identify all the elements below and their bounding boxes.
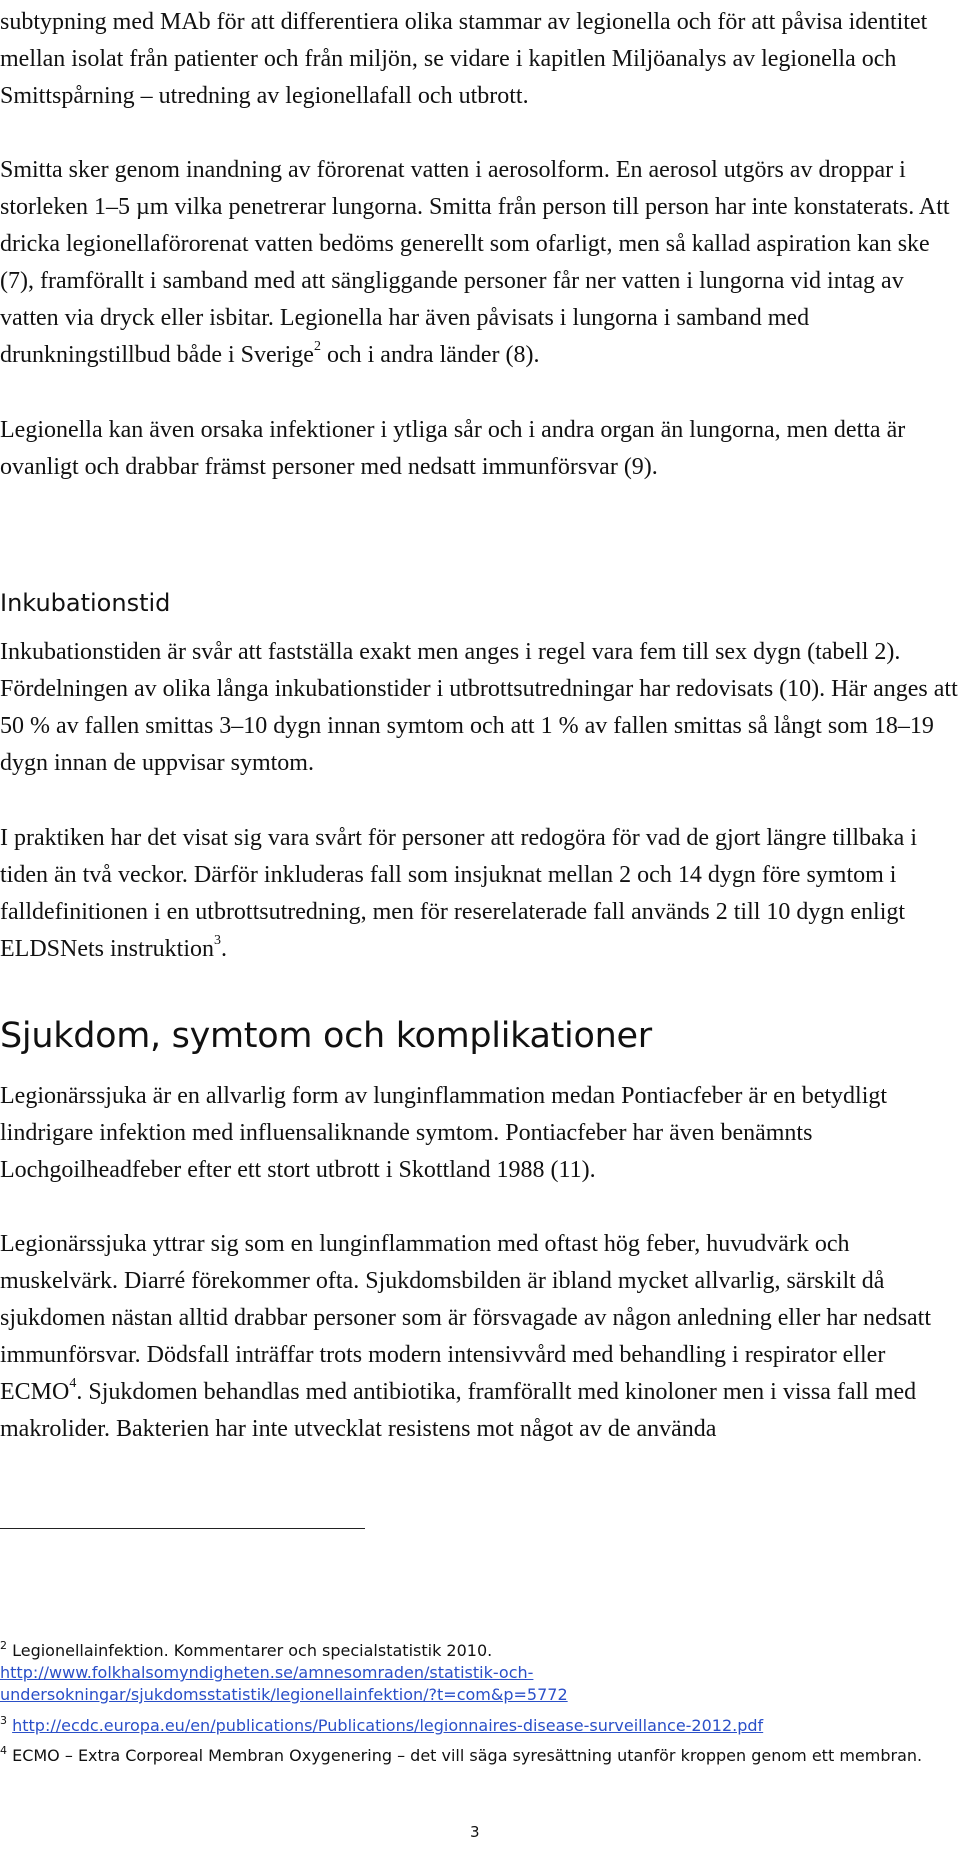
paragraph-text: Legionella kan även orsaka infektioner i ytliga sår och i andra organ än lungorna, men detta är ovanligt och drabbar främst personer med nedsatt immunförsvar (9). — [0, 417, 906, 480]
footnote-3 — [0, 1715, 960, 1737]
footnote-ref-2[interactable]: 2 — [313, 339, 321, 354]
paragraph-inkubationstiden — [0, 634, 960, 782]
footnote-4 — [0, 1745, 960, 1767]
paragraph-text: Legionärssjuka yttrar sig som en lunginflammation med oftast hög feber, huvudvärk och muskelvärk. Diarré förekommer ofta. Sjukdomsbilden är ibland mycket allvarlig, särskilt då sjukdomen nästan alltid drabbar personer som är försvagade av någon anledning eller har nedsatt immunförsvar. Dödsfall inträffar trots modern intensivvård med behandling i respirator eller ECMO — [0, 1231, 932, 1405]
footnote-mark: 3 — [0, 1713, 7, 1727]
paragraph-text: Smitta sker genom inandning av förorenat vatten i aerosolform. En aerosol utgörs av droppar i storleken 1–5 µm vilka penetrerar lungorna. Smitta från person till person har inte konstaterats. Att dricka legionellaförorenat vatten bedöms generellt som ofarligt, men så kallad aspiration kan ske (7), framförallt i samband med att sängliggande personer får ner vatten i lungorna vid intag av vatten via dryck eller isbitar. Legionella har även påvisats i lungorna i samband med drunkningstillbud både i Sverige — [0, 157, 950, 368]
paragraph-legionarssjuka — [0, 1078, 960, 1189]
paragraph-text-end: och i andra länder (8). — [320, 342, 540, 368]
paragraph-praktiken — [0, 820, 960, 968]
footnote-3-link[interactable]: http://ecdc.europa.eu/en/publications/Publications/legionnaires-disease-surveillance-2012.pdf — [12, 1716, 764, 1735]
footnote-2 — [0, 1640, 960, 1662]
heading-inkubationstid: Inkubationstid — [0, 589, 171, 617]
footnote-ref-3[interactable]: 3 — [214, 933, 221, 948]
footnote-2-link-line — [0, 1662, 960, 1684]
footnote-text: ECMO – Extra Corporeal Membran Oxygenering – det vill säga syresättning utanför kroppen genom ett membran. — [7, 1746, 923, 1765]
paragraph-text: I praktiken har det visat sig vara svårt för personer att redogöra för vad de gjort längre tillbaka i tiden än två veckor. Därför inkluderas fall som insjuknat mellan 2 och 14 dygn före symtom i falldefinitionen i en utbrottsutredning, men för reserelaterade fall används 2 till 10 dygn enligt ELDSNets instruktion — [0, 825, 917, 962]
paragraph-text: Inkubationstiden är svår att fastställa exakt men anges i regel vara fem till sex dygn (tabell 2). Fördelningen av olika långa inkubationstider i utbrottsutredningar har redovisats (10). Här anges att 50 % av fallen smittas 3–10 dygn innan symtom och att 1 % av fallen smittas så långt som 18–19 dygn innan de uppvisar symtom. — [0, 639, 958, 776]
footnote-2-link-line2 — [0, 1684, 960, 1706]
paragraph-symtom — [0, 1226, 960, 1448]
heading-sjukdom: Sjukdom, symtom och komplikationer — [0, 1016, 652, 1056]
paragraph-text: subtypning med MAb för att differentiera olika stammar av legionella och för att påvisa identitet mellan isolat från patienter och från miljön, se vidare i kapitlen Miljöanalys av legionella och Smittspårning – utredning av legionellafall och utbrott. — [0, 9, 928, 109]
footnote-2-link-part2[interactable]: undersokningar/sjukdomsstatistik/legionellainfektion/?t=com&p=5772 — [0, 1685, 568, 1704]
paragraph-text-end: . — [221, 936, 227, 962]
paragraph-text-end: . Sjukdomen behandlas med antibiotika, framförallt med kinoloner men i vissa fall med makrolider. Bakterien har inte utvecklat resistens mot något av de använda — [0, 1379, 917, 1442]
page-number: 3 — [470, 1823, 480, 1841]
footnote-ref-4[interactable]: 4 — [69, 1376, 77, 1391]
footnote-text: Legionellainfektion. Kommentarer och specialstatistik 2010. — [7, 1641, 493, 1660]
paragraph-text: Legionärssjuka är en allvarlig form av lunginflammation medan Pontiacfeber är en betydligt lindrigare infektion med influensaliknande symtom. Pontiacfeber har även benämnts Lochgoilheadfeber efter ett stort utbrott i Skottland 1988 (11). — [0, 1083, 888, 1183]
paragraph-smitta — [0, 152, 960, 374]
footnote-2-link-part1[interactable]: http://www.folkhalsomyndigheten.se/amnesomraden/statistik-och- — [0, 1663, 534, 1682]
paragraph-infektioner — [0, 412, 960, 486]
footnote-separator — [0, 1528, 365, 1529]
footnote-mark: 2 — [0, 1638, 7, 1652]
paragraph-subtypning — [0, 4, 960, 115]
footnote-mark: 4 — [0, 1743, 7, 1757]
